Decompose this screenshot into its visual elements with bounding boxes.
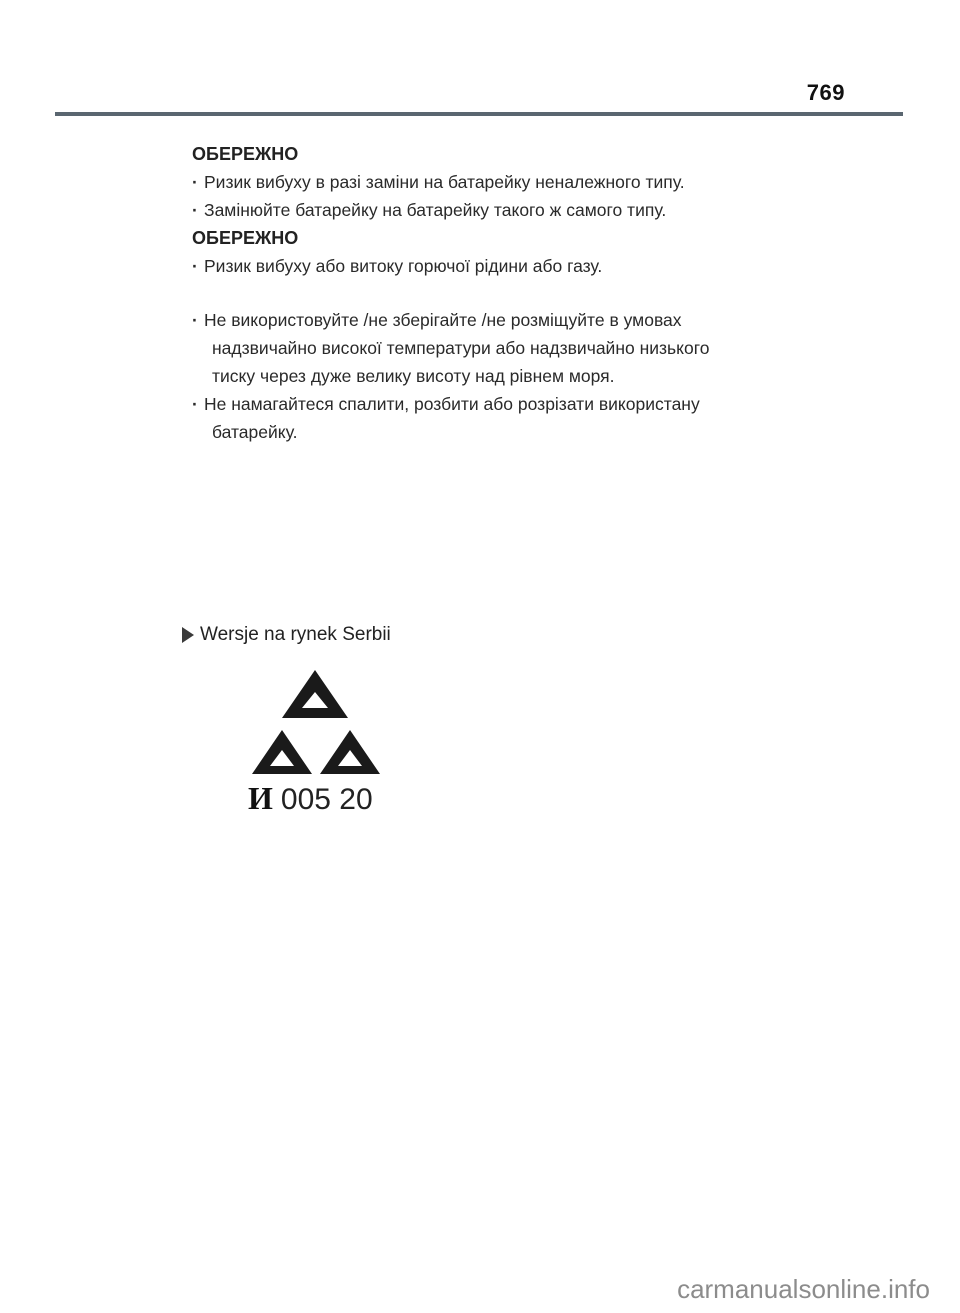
- serbia-version-heading: [182, 624, 391, 646]
- triangle-arrow-icon: [182, 627, 194, 643]
- caution-bullet: · Ризик вибуху в разі заміни на батарейку неналежного типу.: [192, 168, 832, 196]
- serbia-version-label: Wersje na rynek Serbii: [200, 624, 391, 645]
- caution-bullet: [192, 390, 832, 446]
- caution-bullet-line: · Не намагайтеся спалити, розбити або розрізати використану: [204, 394, 700, 414]
- serbian-conformity-mark: [240, 662, 390, 822]
- caution-bullet-line: надзвичайно високої температури або надзвичайно низького: [212, 338, 710, 358]
- caution-title: ОБЕРЕЖНО: [192, 144, 299, 164]
- page-number: 769: [806, 80, 845, 105]
- caution-title: ОБЕРЕЖНО: [192, 228, 299, 248]
- header-divider: [55, 112, 903, 116]
- caution-bullet-line: тиску через дуже велику висоту над рівнем моря.: [212, 366, 615, 386]
- watermark: carmanualsonline.info: [677, 1274, 930, 1304]
- mark-code: [248, 780, 373, 817]
- caution-bullet: · Ризик вибуху або витоку горючої рідини або газу.: [192, 252, 832, 280]
- caution-section: [192, 140, 832, 446]
- triple-triangle-icon: [240, 662, 390, 782]
- caution-bullet-line: батарейку.: [212, 422, 298, 442]
- caution-bullet: [192, 306, 832, 390]
- spacer: [192, 280, 832, 306]
- mark-letter: И: [248, 780, 273, 816]
- caution-bullet: · Замінюйте батарейку на батарейку такого ж самого типу.: [192, 196, 832, 224]
- mark-number: 005 20: [280, 783, 373, 816]
- caution-bullet-line: · Не використовуйте /не зберігайте /не розміщуйте в умовах: [204, 310, 682, 330]
